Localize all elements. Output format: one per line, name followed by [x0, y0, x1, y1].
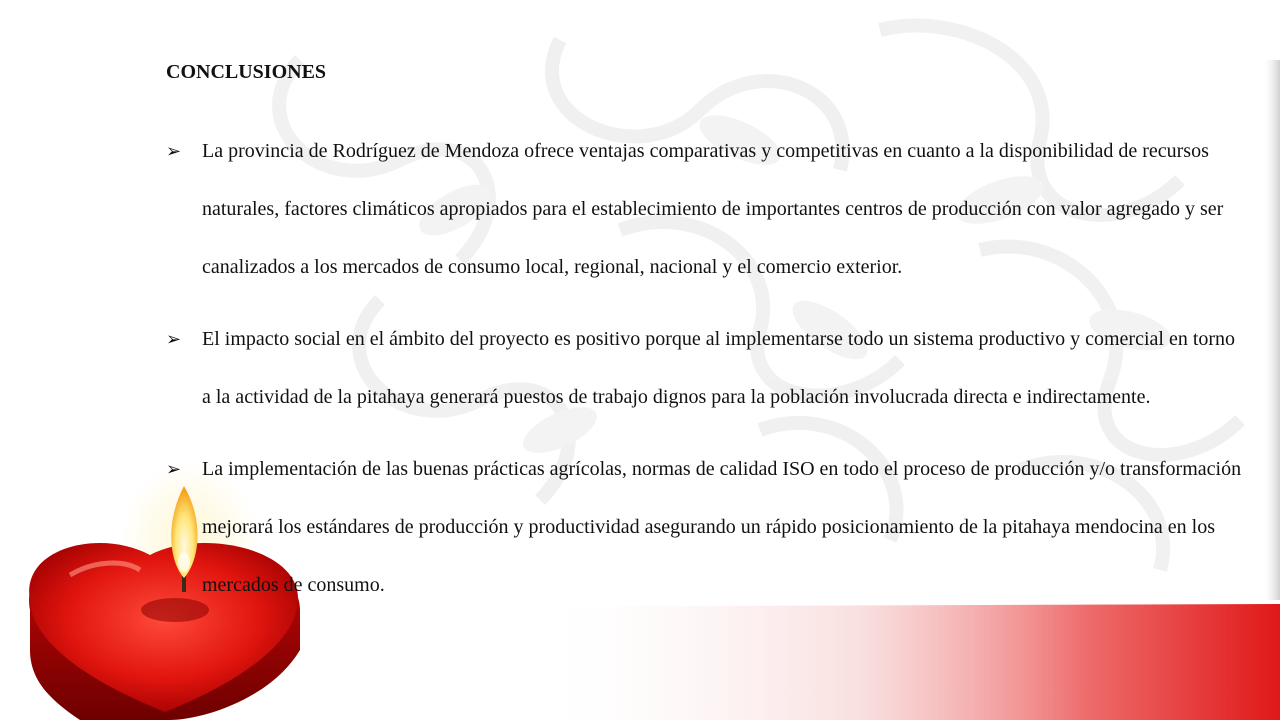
slide-content: [166, 58, 1246, 628]
conclusion-text-2: El impacto social en el ámbito del proyecto es positivo porque al implementarse todo un sistema productivo y comercial en torno a la actividad de la pitahaya generará puestos de trabajo dignos para la población involucrada directa e indirectamente.: [202, 328, 1236, 408]
arrow-bullet-icon: ➢: [166, 459, 182, 479]
conclusion-text-3: La implementación de las buenas prácticas agrícolas, normas de calidad ISO en todo el proceso de producción y/o transformación mejorará los estándares de producción y productividad asegurando un rápido posicionamiento de la pitahaya mendocina en los mercados de consumo.: [202, 458, 1242, 596]
arrow-bullet-icon: ➢: [166, 329, 182, 349]
conclusions-list: [166, 122, 1246, 614]
slide-title: CONCLUSIONES: [166, 61, 327, 83]
arrow-bullet-icon: ➢: [166, 141, 182, 161]
conclusion-bullet-1: [166, 122, 1246, 296]
conclusion-bullet-2: [166, 310, 1246, 426]
conclusion-text-1: La provincia de Rodríguez de Mendoza ofrece ventajas comparativas y competitivas en cuanto a la disponibilidad de recursos naturales, factores climáticos apropiados para el establecimiento de importantes centros de producción con valor agregado y ser canalizados a los mercados de consumo local, regional, nacional y el comercio exterior.: [202, 140, 1224, 278]
conclusion-bullet-3: [166, 440, 1246, 614]
